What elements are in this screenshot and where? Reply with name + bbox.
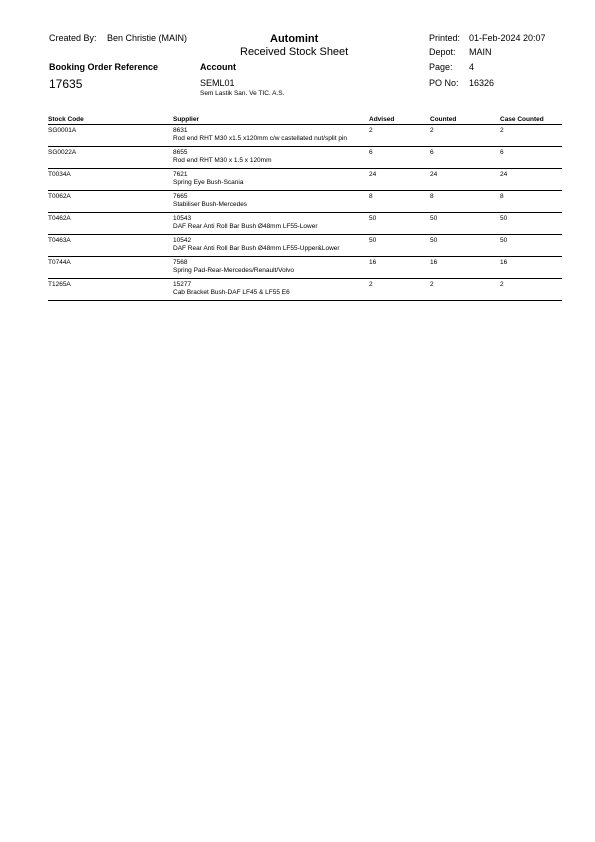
supplier-cell [173,147,369,169]
table-row [48,279,562,301]
supplier-number: 7665 [173,193,188,200]
col-case-counted: Case Counted [500,114,562,125]
stock-code: T0062A [48,191,173,213]
counted-qty: 2 [430,125,500,147]
created-by-value: Ben Christie (MAIN) [107,33,188,43]
case-counted-qty: 24 [500,169,562,191]
table-row [48,257,562,279]
counted-qty: 8 [430,191,500,213]
po-value: 16326 [469,78,495,88]
supplier-number: 10543 [173,215,192,222]
created-by-label: Created By: [49,33,97,43]
depot-value: MAIN [469,47,492,57]
case-counted-qty: 2 [500,125,562,147]
company-name: Automint [270,33,319,45]
advised-qty: 16 [369,257,430,279]
item-description: DAF Rear Anti Roll Bar Bush Ø48mm LF55-Upper&Lower [173,245,340,252]
supplier-cell [173,235,369,257]
account-name: Sem Lastik San. Ve TIC. A.S. [200,90,285,97]
item-description: Cab Bracket Bush-DAF LF45 & LF55 E6 [173,289,290,296]
counted-qty: 50 [430,235,500,257]
table-row [48,169,562,191]
item-description: Rod end RHT M30 x1.5 x120mm c/w castellated nut/split pin [173,135,348,142]
supplier-cell [173,213,369,235]
counted-qty: 24 [430,169,500,191]
supplier-cell [173,169,369,191]
printed-label: Printed: [429,33,461,43]
supplier-cell [173,257,369,279]
col-counted: Counted [430,114,500,125]
advised-qty: 6 [369,147,430,169]
case-counted-qty: 16 [500,257,562,279]
item-description: Stabiliser Bush-Mercedes [173,201,248,208]
supplier-number: 8631 [173,127,188,134]
case-counted-qty: 2 [500,279,562,301]
table-header-row [48,114,562,125]
advised-qty: 2 [369,279,430,301]
stock-code: T0034A [48,169,173,191]
booking-ref-value: 17635 [49,77,83,91]
supplier-cell [173,191,369,213]
stock-code: SG0001A [48,125,173,147]
col-stock-code: Stock Code [48,114,173,125]
item-description: Spring Eye Bush-Scania [173,179,244,186]
col-advised: Advised [369,114,430,125]
stock-code: T0463A [48,235,173,257]
advised-qty: 2 [369,125,430,147]
table-row [48,125,562,147]
table-row [48,235,562,257]
table-row [48,191,562,213]
item-description: Rod end RHT M30 x 1.5 x 120mm [173,157,272,164]
supplier-number: 10542 [173,237,192,244]
sheet-title: Received Stock Sheet [240,46,349,58]
supplier-number: 8655 [173,149,188,156]
counted-qty: 16 [430,257,500,279]
printed-value: 01-Feb-2024 20:07 [469,33,546,43]
booking-ref-label: Booking Order Reference [49,62,159,72]
page-label: Page: [429,62,453,72]
supplier-number: 7621 [173,171,188,178]
advised-qty: 50 [369,235,430,257]
stock-code: T0744A [48,257,173,279]
supplier-number: 7568 [173,259,188,266]
stock-code: T0462A [48,213,173,235]
supplier-cell [173,125,369,147]
col-supplier: Supplier [173,114,369,125]
supplier-number: 15277 [173,281,192,288]
account-label: Account [200,62,236,72]
counted-qty: 6 [430,147,500,169]
supplier-cell [173,279,369,301]
stock-code: SG0022A [48,147,173,169]
account-code: SEML01 [200,78,235,88]
case-counted-qty: 8 [500,191,562,213]
counted-qty: 50 [430,213,500,235]
item-description: Spring Pad-Rear-Mercedes/Renault/Volvo [173,267,295,274]
advised-qty: 8 [369,191,430,213]
advised-qty: 24 [369,169,430,191]
po-label: PO No: [429,78,459,88]
depot-label: Depot: [429,47,456,57]
item-description: DAF Rear Anti Roll Bar Bush Ø48mm LF55-Lower [173,223,318,230]
counted-qty: 2 [430,279,500,301]
page-value: 4 [469,62,475,72]
case-counted-qty: 6 [500,147,562,169]
stock-table [48,114,562,301]
case-counted-qty: 50 [500,213,562,235]
table-row [48,147,562,169]
stock-code: T1265A [48,279,173,301]
table-row [48,213,562,235]
case-counted-qty: 50 [500,235,562,257]
advised-qty: 50 [369,213,430,235]
